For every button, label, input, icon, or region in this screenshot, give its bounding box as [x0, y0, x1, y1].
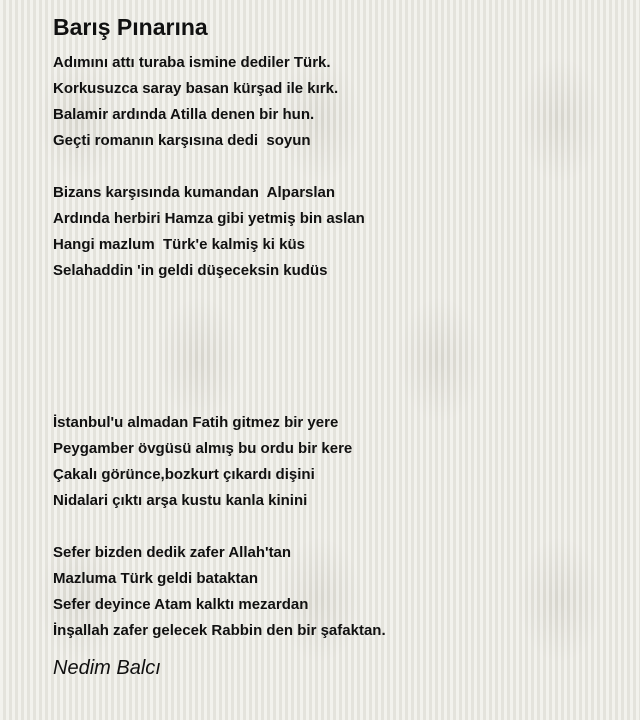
stanza-1 — [53, 50, 613, 154]
poem-title: Barış Pınarına — [53, 14, 208, 40]
poem-line: Peygamber övgüsü almış bu ordu bir kere — [53, 440, 353, 457]
poem-line: Hangi mazlum Türk'e kalmiş ki küs — [53, 236, 305, 253]
poem-line: Çakalı görünce,bozkurt çıkardı dişini — [53, 466, 315, 483]
poem-line: Sefer bizden dedik zafer Allah'tan — [53, 544, 292, 561]
poem-line: Ardında herbiri Hamza gibi yetmiş bin aslan — [53, 210, 365, 227]
poem-line: Korkusuzca saray basan kürşad ile kırk. — [53, 80, 339, 97]
stanza-4 — [53, 540, 613, 644]
poem-line: Sefer deyince Atam kalktı mezardan — [53, 596, 309, 613]
poem-line: Mazluma Türk geldi bataktan — [53, 570, 259, 587]
poem-line: Bizans karşısında kumandan Alparslan — [53, 184, 336, 201]
poem-line: İnşallah zafer gelecek Rabbin den bir şafaktan. — [53, 622, 386, 639]
stanza-3 — [53, 410, 613, 514]
author-name: Nedim Balcı — [53, 657, 161, 679]
poem-container — [53, 12, 613, 682]
stanza-2 — [53, 180, 613, 284]
poem-line: Selahaddin 'in geldi düşeceksin kudüs — [53, 262, 328, 279]
poem-line: Balamir ardında Atilla denen bir hun. — [53, 106, 315, 123]
poem-line: İstanbul'u almadan Fatih gitmez bir yere — [53, 414, 339, 431]
poem-line: Geçti romanın karşısına dedi soyun — [53, 132, 311, 149]
poem-line: Nidalari çıktı arşa kustu kanla kinini — [53, 492, 308, 509]
poem-line: Adımını attı turaba ismine dediler Türk. — [53, 54, 331, 71]
